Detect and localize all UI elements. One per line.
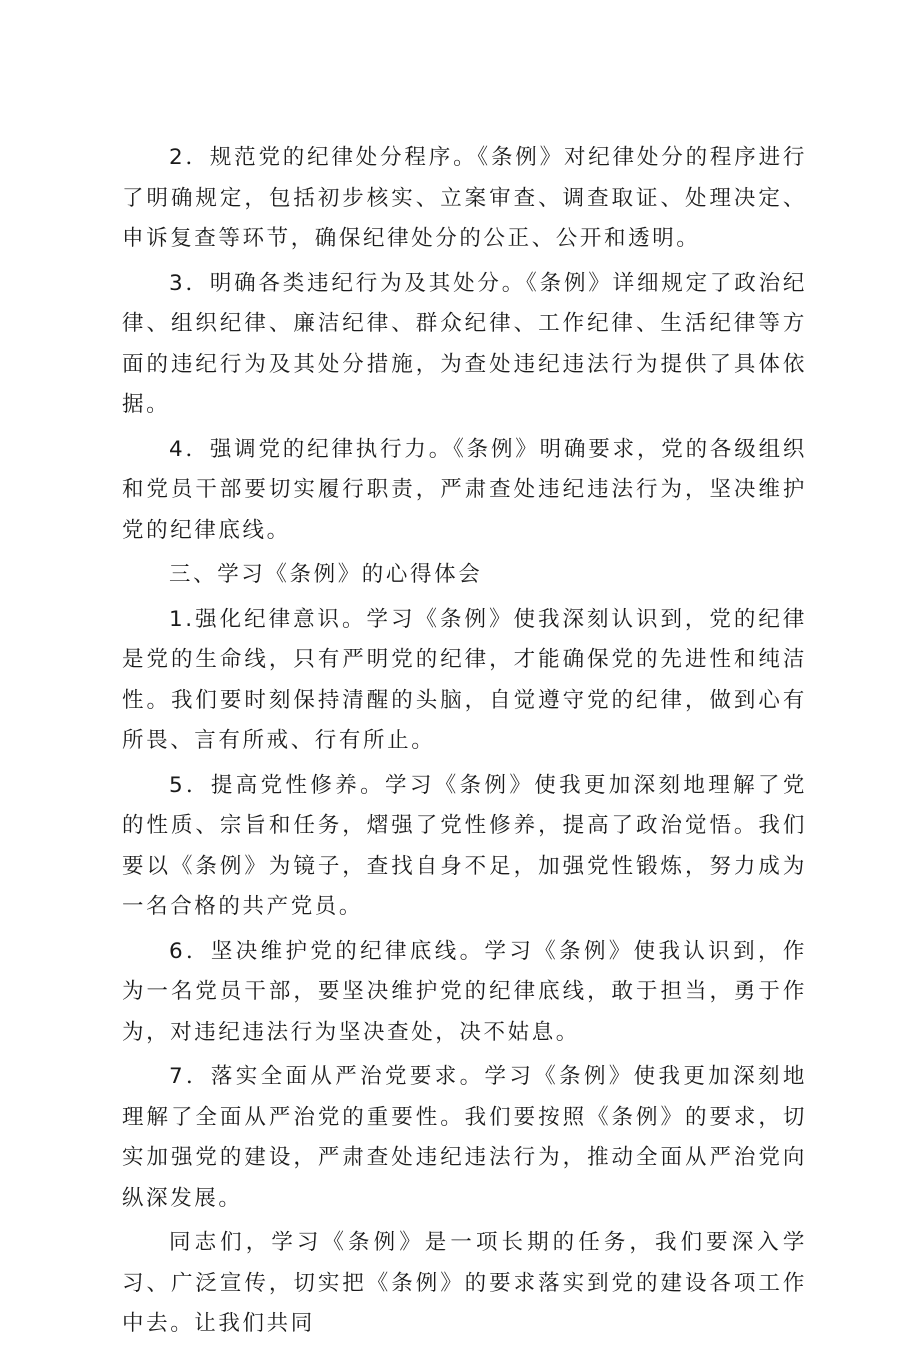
paragraph-insight-1: 1.强化纪律意识。学习《条例》使我深刻认识到，党的纪律是党的生命线，只有严明党的纪律，才能确保党的先进性和纯洁性。我们要时刻保持清醒的头脑，自觉遵守党的纪律，做到心有所畏、言有所戒、行有所止。 bbox=[122, 606, 807, 753]
paragraph-insight-7: 7．落实全面从严治党要求。学习《条例》使我更加深刻地理解了全面从严治党的重要性。我们要按照《条例》的要求，切实加强党的建设，严肃查处违纪违法行为，推动全面从严治党向纵深发展。 bbox=[122, 1064, 807, 1211]
paragraph-insight-5: 5．提高党性修养。学习《条例》使我更加深刻地理解了党的性质、宗旨和任务，熠强了党性修养，提高了政治觉悟。我们要以《条例》为镜子，查找自身不足，加强党性锻炼，努力成为一名合格的共产党员。 bbox=[122, 772, 807, 919]
paragraph-item-4: 4．强调党的纪律执行力。《条例》明确要求，党的各级组织和党员干部要切实履行职责，严肃查处违纪违法行为，坚决维护党的纪律底线。 bbox=[122, 436, 807, 543]
paragraph-insight-6: 6．坚决维护党的纪律底线。学习《条例》使我认识到，作为一名党员干部，要坚决维护党的纪律底线，敢于担当，勇于作为，对违纪违法行为坚决查处，决不姑息。 bbox=[122, 938, 807, 1045]
document-body bbox=[122, 138, 807, 1349]
section-heading: 三、学习《条例》的心得体会 bbox=[169, 562, 483, 587]
paragraph-item-2: 2．规范党的纪律处分程序。《条例》对纪律处分的程序进行了明确规定，包括初步核实、立案审查、调查取证、处理决定、申诉复查等环节，确保纪律处分的公正、公开和透明。 bbox=[122, 145, 807, 251]
paragraph-closing: 同志们，学习《条例》是一项长期的任务，我们要深入学习、广泛宣传，切实把《条例》的要求落实到党的建设各项工作中去。让我们共同 bbox=[122, 1230, 807, 1336]
paragraph-item-3: 3．明确各类违纪行为及其处分。《条例》详细规定了政治纪律、组织纪律、廉洁纪律、群众纪律、工作纪律、生活纪律等方面的违纪行为及其处分措施，为查处违纪违法行为提供了具体依据。 bbox=[122, 270, 807, 417]
